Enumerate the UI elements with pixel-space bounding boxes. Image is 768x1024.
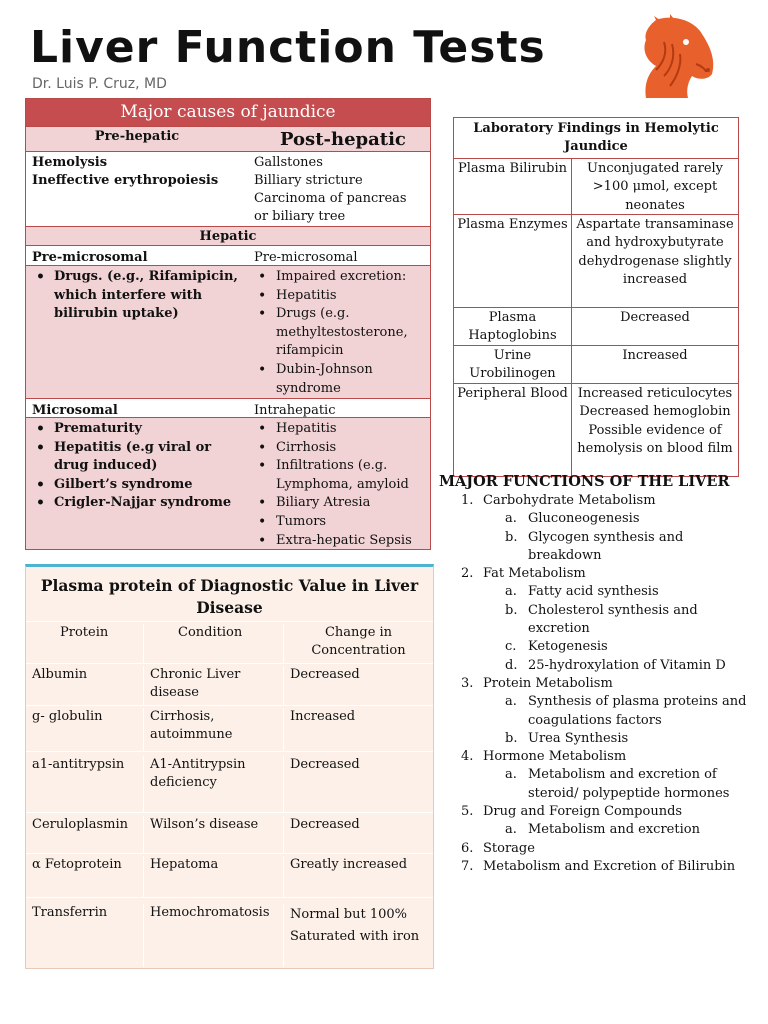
list-item-label: Protein Metabolism <box>483 675 613 691</box>
sub-item-label: 25-hydroxylation of Vitamin D <box>528 657 726 673</box>
sub-item: a. Metabolism and excretion <box>505 822 700 838</box>
list-item: • Extra-hepatic Sepsis <box>254 532 424 551</box>
list-item: • Cirrhosis <box>254 439 424 458</box>
plasma-protein-table <box>25 564 434 969</box>
posthepatic-cell <box>248 152 430 226</box>
sub-item-label: Cholesterol synthesis and excretion <box>528 602 698 637</box>
author-name: Dr. Luis P. Cruz, MD <box>32 76 167 92</box>
lab-title: Laboratory Findings in Hemolytic Jaundice <box>454 118 738 159</box>
table-row <box>454 346 738 384</box>
jaundice-table <box>25 98 431 550</box>
list-item: • Drugs (e.g. methyltestosterone, rifampicin <box>254 305 424 361</box>
premicro-left-cell <box>26 266 248 398</box>
table-row <box>26 663 433 705</box>
table-row <box>454 308 738 346</box>
jaundice-row-causes <box>26 152 430 226</box>
table-cell: Increased <box>571 346 738 383</box>
table-cell: Greatly increased <box>283 856 433 897</box>
sub-item-label: Synthesis of plasma proteins and coagulations factors <box>528 694 747 728</box>
table-cell: Cirrhosis, autoimmune <box>143 708 283 751</box>
table-cell: Decreased <box>283 756 433 812</box>
list-item: • Hepatitis <box>254 420 424 439</box>
table-header-row <box>26 621 433 663</box>
list-item-label: Drug and Foreign Compounds <box>483 804 683 820</box>
list-item: Ineffective erythropoiesis <box>32 173 219 188</box>
posthepatic-label: Post-hepatic <box>280 129 406 150</box>
list-item: • Crigler-Najjar syndrome <box>32 494 242 513</box>
sub-item: a. Synthesis of plasma proteins and coagulations factors <box>505 694 747 728</box>
sub-item: c. Ketogenesis <box>505 639 608 655</box>
sub-item: d. 25-hydroxylation of Vitamin D <box>505 657 726 673</box>
list-item: • Gilbert’s syndrome <box>32 476 242 495</box>
list-item: Hemolysis <box>32 155 108 170</box>
list-item: • Hepatitis (e.g viral or drug induced) <box>32 439 242 476</box>
sub-item: b. Urea Synthesis <box>505 730 629 746</box>
table-cell: Decreased <box>283 816 433 853</box>
micro-label-row <box>26 398 430 418</box>
table-row <box>26 751 433 812</box>
table-cell: Normal but 100% Saturated with iron <box>283 904 433 967</box>
table-row <box>454 159 738 215</box>
list-item: 6. Storage <box>461 840 535 856</box>
list-item: 1. Carbohydrate Metabolism <box>461 493 656 508</box>
list-item-label: Carbohydrate Metabolism <box>483 493 656 508</box>
list-item: Gallstones <box>254 155 323 170</box>
column-header: Condition <box>143 624 283 663</box>
functions-title: MAJOR FUNCTIONS OF THE LIVER <box>439 473 730 490</box>
premicro-left-label: Pre-microsomal <box>32 250 148 265</box>
page-title: Liver Function Tests <box>30 22 546 73</box>
list-item: • Infiltrations (e.g. Lymphoma, amyloid <box>254 457 424 494</box>
table-cell: Ceruloplasmin <box>32 817 128 832</box>
table-cell: g- globulin <box>32 709 103 724</box>
table-row <box>454 384 738 476</box>
hepatic-label: Hepatic <box>26 226 430 246</box>
list-item: 5. Drug and Foreign Compounds <box>461 804 683 820</box>
sub-item-label: Gluconeogenesis <box>528 511 640 527</box>
sub-item-label: Urea Synthesis <box>528 730 629 746</box>
list-item: • Impaired excretion: <box>254 268 424 287</box>
micro-row <box>26 418 430 549</box>
table-row <box>26 812 433 853</box>
sub-item: b. Cholesterol synthesis and excretion <box>505 602 698 637</box>
sub-item: a. Metabolism and excretion of steroid/ polypeptide hormones <box>505 767 730 801</box>
table-row <box>26 897 433 967</box>
sub-item: b. Glycogen synthesis and breakdown <box>505 529 684 563</box>
liver-functions-list <box>439 472 759 876</box>
premicro-right-label: Pre-microsomal <box>254 250 358 265</box>
list-item: • Hepatitis <box>254 287 424 306</box>
sub-item-label: Metabolism and excretion of steroid/ polypeptide hormones <box>528 767 730 801</box>
sub-item-label: Fatty acid synthesis <box>528 584 659 600</box>
sub-item: a. Gluconeogenesis <box>505 511 640 527</box>
list-item: • Drugs. (e.g., Rifamipicin, which interfere with bilirubin uptake) <box>32 268 242 324</box>
list-item: • Tumors <box>254 513 424 532</box>
table-row <box>26 853 433 897</box>
table-cell: Wilson’s disease <box>143 816 283 853</box>
table-cell: Decreased <box>571 308 738 345</box>
prehepatic-label: Pre-hepatic <box>94 129 180 144</box>
list-item-label: Hormone Metabolism <box>483 749 627 765</box>
table-cell: A1-Antitrypsin deficiency <box>143 756 283 812</box>
lab-findings-table <box>453 117 739 477</box>
list-item: • Prematurity <box>32 420 242 439</box>
table-row <box>26 705 433 751</box>
list-item: • Biliary Atresia <box>254 494 424 513</box>
horse-head-icon <box>636 14 720 100</box>
list-item-label: Metabolism and Excretion of Bilirubin <box>483 858 736 874</box>
list-item-label: Storage <box>483 840 535 856</box>
table-cell: Plasma Enzymes <box>457 217 568 232</box>
table-cell: Peripheral Blood <box>457 386 568 401</box>
table-cell: Aspartate transaminase and hydroxybutyrate dehydrogenase slightly increased <box>571 215 738 307</box>
table-cell: Increased <box>283 708 433 751</box>
list-item: Carcinoma of pancreas or biliary tree <box>254 191 407 224</box>
list-item: 7. Metabolism and Excretion of Bilirubin <box>461 858 736 874</box>
table-row <box>454 215 738 308</box>
jaundice-title: Major causes of jaundice <box>26 99 430 126</box>
table-cell: Hemochromatosis <box>143 904 283 967</box>
plasma-title: Plasma protein of Diagnostic Value in Liver Disease <box>40 576 419 617</box>
table-cell: Hepatoma <box>143 856 283 897</box>
table-cell: Plasma Haptoglobins <box>468 310 557 344</box>
premicro-row <box>26 266 430 398</box>
jaundice-subheader <box>26 126 430 152</box>
column-header: Change in Concentration <box>283 624 433 663</box>
table-cell: Chronic Liver disease <box>143 666 283 705</box>
prehepatic-cell <box>26 152 248 226</box>
list-item: 4. Hormone Metabolism <box>461 749 627 765</box>
table-cell: Urine Urobilinogen <box>469 348 556 382</box>
list-item: Billiary stricture <box>254 173 363 188</box>
sub-item: a. Fatty acid synthesis <box>505 584 659 600</box>
micro-cell <box>26 418 248 549</box>
premicro-right-cell <box>248 266 430 398</box>
list-item: • Dubin-Johnson syndrome <box>254 361 424 398</box>
table-cell: Plasma Bilirubin <box>457 161 567 176</box>
sub-item-label: Glycogen synthesis and breakdown <box>528 529 684 563</box>
table-cell: Increased reticulocytes Decreased hemoglobin Possible evidence of hemolysis on blood film <box>571 384 738 476</box>
sub-item-label: Metabolism and excretion <box>528 822 700 838</box>
sub-item-label: Ketogenesis <box>528 639 608 655</box>
table-cell: a1-antitrypsin <box>32 757 125 772</box>
premicro-label-row <box>26 246 430 266</box>
list-item-label: Fat Metabolism <box>483 566 586 582</box>
table-cell: Decreased <box>283 666 433 705</box>
column-header: Protein <box>60 625 109 640</box>
micro-label: Microsomal <box>32 403 118 418</box>
intra-cell <box>248 418 430 549</box>
list-item: 2. Fat Metabolism <box>461 566 586 582</box>
table-cell: Unconjugated rarely >100 μmol, except neonates <box>571 159 738 214</box>
list-item: 3. Protein Metabolism <box>461 675 613 691</box>
table-cell: Transferrin <box>32 905 108 920</box>
table-cell: α Fetoprotein <box>32 857 122 872</box>
table-cell: Albumin <box>32 667 88 682</box>
intra-label: Intrahepatic <box>254 403 336 418</box>
